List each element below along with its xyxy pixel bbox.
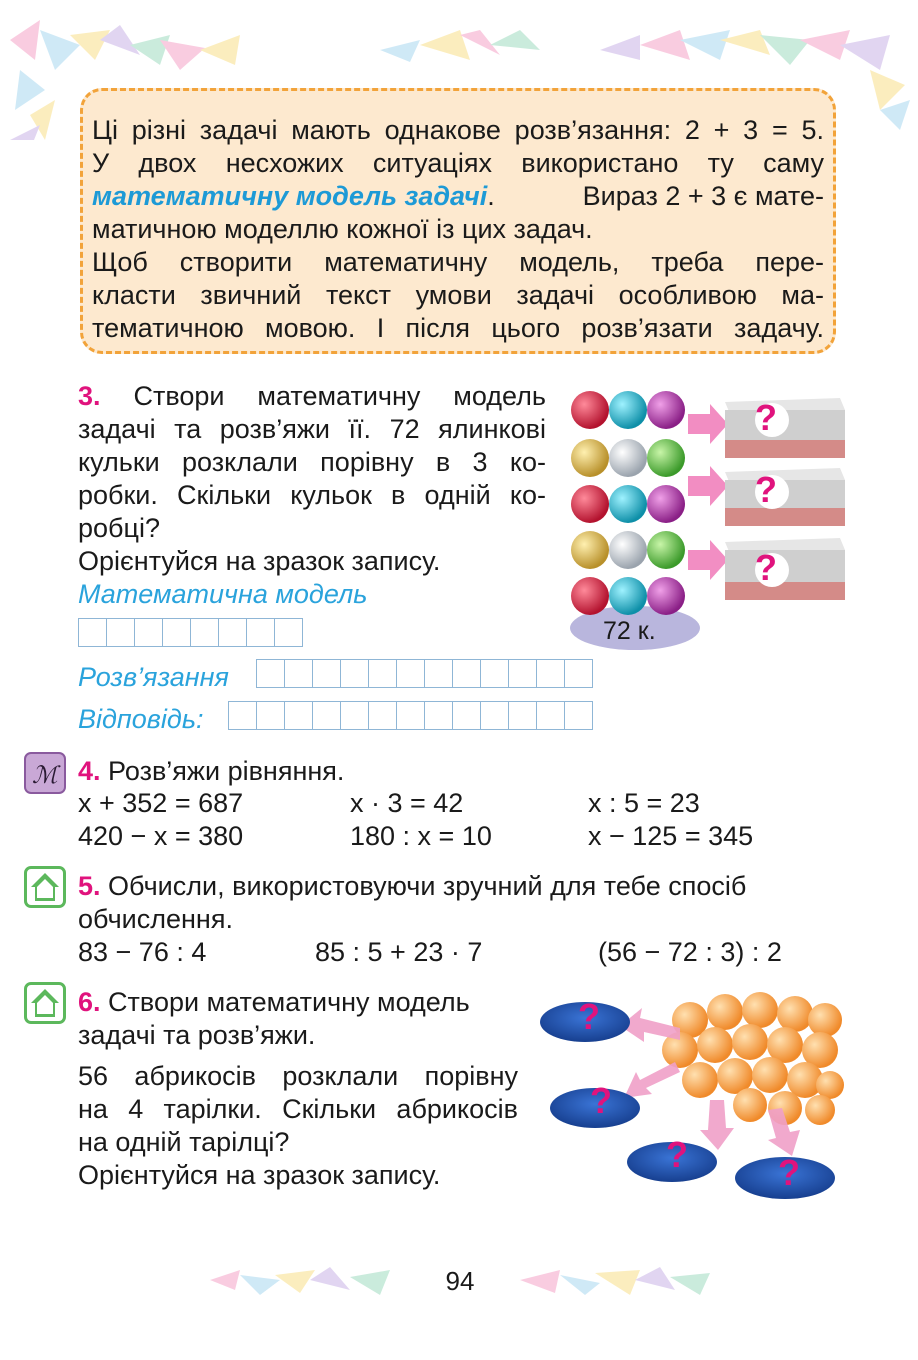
task6-line-2: задачі та розв’яжи. — [78, 1020, 316, 1050]
rule-line-3-rest: Вираз 2 + 3 є мате- — [582, 181, 824, 211]
task6-line-4: на 4 тарілки. Скільки абрикосів — [78, 1094, 518, 1124]
task3-line-2: задачі та розв’яжи її. 72 ялинкові — [78, 414, 546, 444]
task5-line-1 — [78, 870, 842, 903]
task3-model-grid[interactable] — [78, 618, 303, 647]
task3-answer-grid[interactable] — [228, 701, 593, 730]
task3-line-4: робки. Скільки кульок в одній ко- — [78, 480, 546, 510]
task3-solution-grid[interactable] — [256, 659, 593, 688]
task4-eq-2: x · 3 = 42 — [350, 788, 464, 818]
rule-line-5: Щоб створити математичну модель, треба пере- — [92, 247, 824, 277]
box-question-3: ? — [755, 547, 777, 588]
plate-question-1: ? — [578, 996, 600, 1037]
ornaments-count-label: 72 к. — [603, 617, 656, 645]
task4-eq-6: x − 125 = 345 — [588, 821, 754, 851]
task4-number: 4. — [78, 756, 101, 786]
task5-number: 5. — [78, 871, 101, 901]
task3-model-label: Математична модель — [78, 579, 368, 609]
task3-solution-label: Розв’язання — [78, 662, 229, 692]
page-number: 94 — [445, 1266, 475, 1296]
home-icon — [24, 866, 66, 908]
rule-term-suffix: . — [487, 181, 495, 211]
rule-line-4: матичною моделлю кожної із цих задач. — [92, 214, 593, 244]
task5-line-2: обчислення. — [78, 904, 233, 934]
arrow-icons — [688, 404, 728, 580]
rule-line-3 — [92, 180, 824, 213]
task6-line-3: 56 абрикосів розклали порівну — [78, 1061, 518, 1091]
rule-line-2: У двох несхожих ситуаціях використано ту саму — [92, 148, 824, 178]
task4-eq-5: 180 : x = 10 — [350, 821, 492, 851]
home-icon — [24, 982, 66, 1024]
task5-expr-3: (56 − 72 : 3) : 2 — [598, 937, 782, 967]
task3-line-3: кульки розклали порівну в 3 ко- — [78, 447, 546, 477]
task4-title: Розв’яжи рівняння. — [108, 756, 345, 786]
task4-eq-4: 420 − x = 380 — [78, 821, 244, 851]
gift-box-icons — [725, 398, 845, 600]
task3-line-1 — [78, 380, 546, 413]
plate-question-4: ? — [778, 1152, 800, 1193]
box-question-1: ? — [755, 397, 777, 438]
svg-text:ℳ: ℳ — [32, 761, 58, 789]
plate-question-2: ? — [590, 1080, 612, 1121]
task4-eq-3: x : 5 = 23 — [588, 788, 700, 818]
tablet-icon — [24, 752, 66, 794]
rule-term: математичну модель задачі — [92, 181, 488, 211]
task5-expr-2: 85 : 5 + 23 · 7 — [315, 937, 483, 967]
task6-line-1 — [78, 986, 470, 1019]
task6-line-6: Орієнтуйся на зразок запису. — [78, 1160, 441, 1190]
task3-line-5: робці? — [78, 513, 160, 543]
rule-line-7: тематичною мовою. І після цього розв’язати задачу. — [92, 313, 824, 343]
ornaments-illustration — [560, 380, 850, 650]
task5-expr-1: 83 − 76 : 4 — [78, 937, 207, 967]
task4-heading — [78, 755, 344, 788]
task6-number: 6. — [78, 987, 101, 1017]
apricot-pile — [662, 992, 844, 1125]
task6-line-1-text: Створи математичну модель — [108, 987, 470, 1017]
box-question-2: ? — [755, 469, 777, 510]
task5-line-1-text: Обчисли, використовуючи зручний для тебе спосіб — [108, 871, 747, 901]
task3-number: 3. — [78, 381, 101, 411]
rule-line-1: Ці різні задачі мають однакове розв’язання: 2 + 3 = 5. — [92, 115, 824, 145]
rule-line-6: класти звичний текст умови задачі особливою ма- — [92, 280, 824, 310]
task3-answer-label: Відповідь: — [78, 704, 204, 734]
task4-eq-1: x + 352 = 687 — [78, 788, 244, 818]
task3-line-6: Орієнтуйся на зразок запису. — [78, 546, 441, 576]
task6-line-5: на одній тарілці? — [78, 1127, 290, 1157]
ornament-balls — [571, 391, 685, 615]
task3-line-1-text: Створи математичну модель — [133, 381, 546, 411]
plate-question-3: ? — [666, 1134, 688, 1175]
